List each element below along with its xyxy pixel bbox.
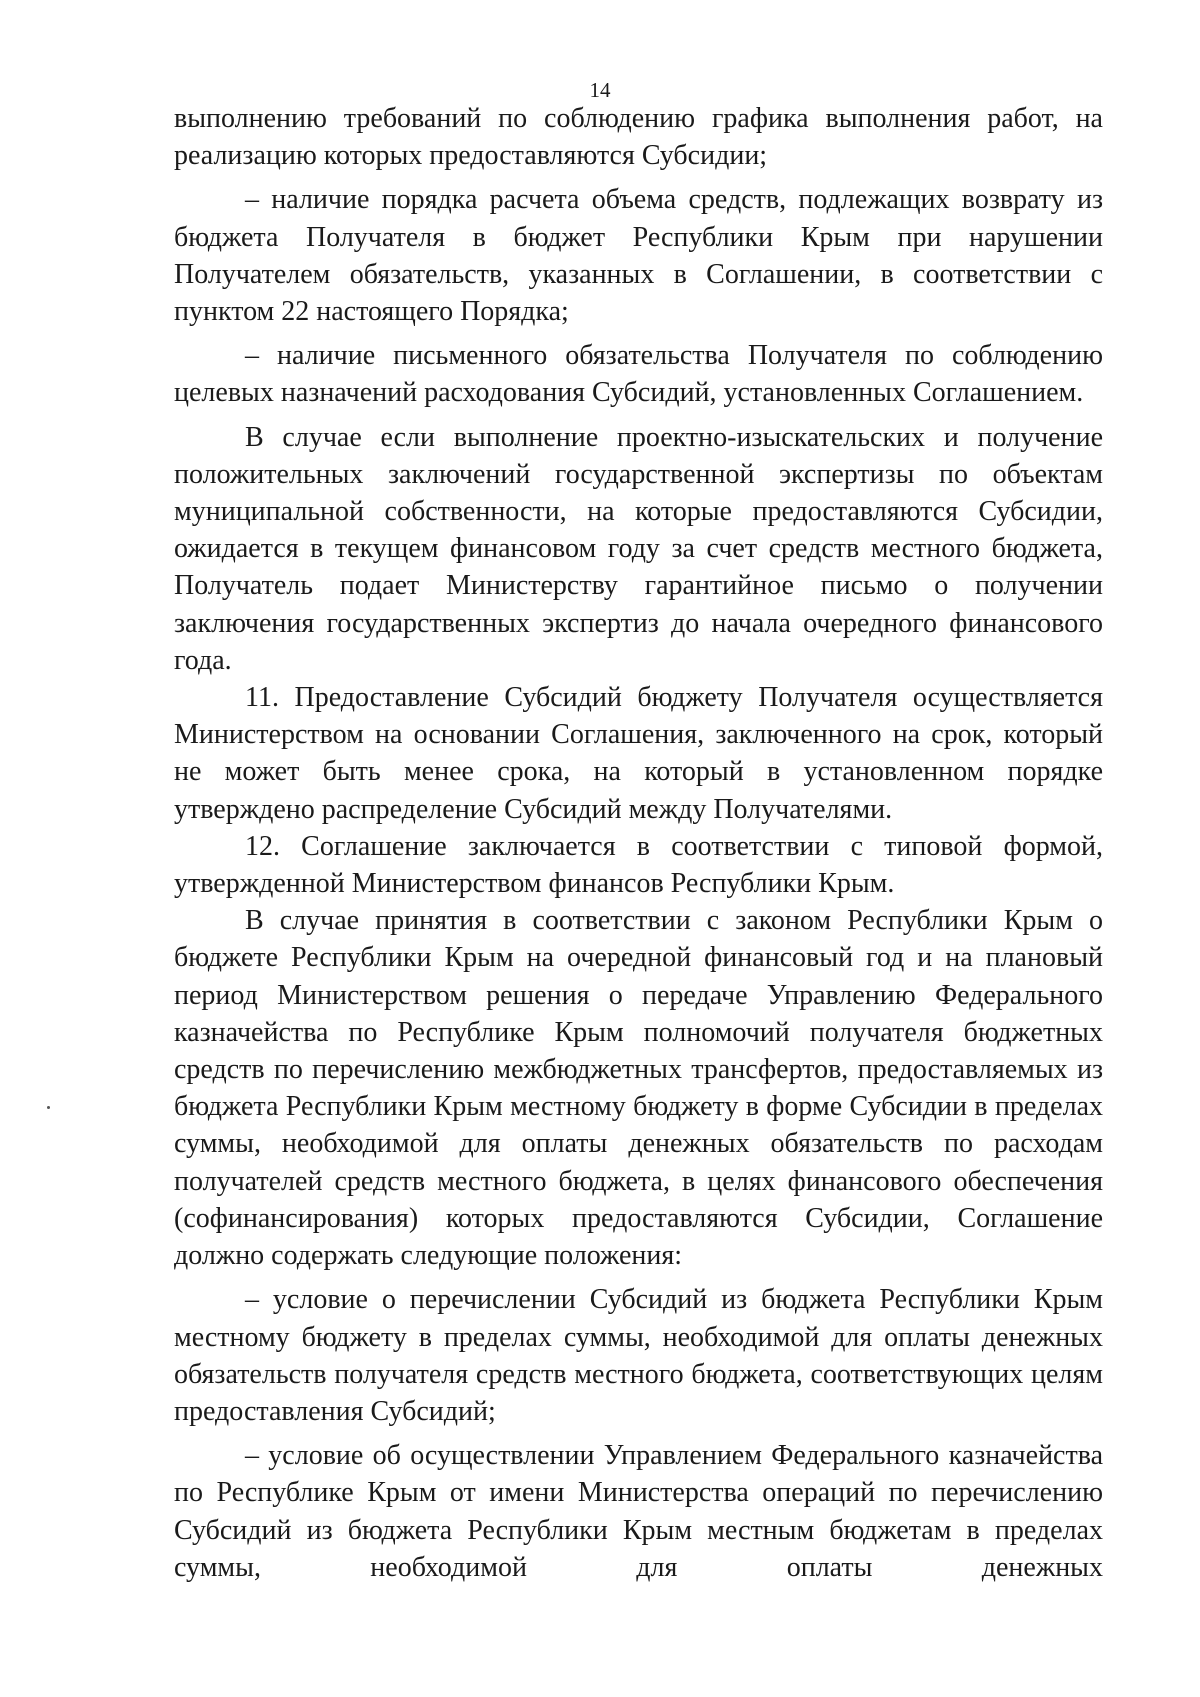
- list-item: – условие об осуществлении Управлением Федерального казначейства по Республике Крым от имени Министерства операций по перечислению Субсидий из бюджета Республики Крым местным бюджетам в пределах суммы, необходимой для оплаты денежных: [174, 1440, 1103, 1583]
- list-item: – наличие письменного обязательства Получателя по соблюдению целевых назначений расходования Субсидий, установленных Соглашением.: [174, 340, 1103, 409]
- paragraph: 11. Предоставление Субсидий бюджету Получателя осуществляется Министерством на основании Соглашения, заключенного на срок, который не может быть менее срока, на который в установленном порядке утверждено распределение Субсидий между Получателями.: [174, 682, 1103, 825]
- list-item: – наличие порядка расчета объема средств, подлежащих возврату из бюджета Получателя в бюджет Республики Крым при нарушении Получателем обязательств, указанных в Соглашении, в соответствии с пунктом 22 настоящего Порядка;: [174, 184, 1103, 328]
- paragraph: В случае принятия в соответствии с законом Республики Крым о бюджете Республики Крым на очередной финансовый год и на плановый период Министерством решения о передаче Управлению Федерального казначейства по Республике Крым полномочий получателя бюджетных средств по перечислению межбюджетных трансфертов, предоставляемых из бюджета Республики Крым местному бюджету в форме Субсидии в пределах суммы, необходимой для оплаты денежных обязательств по расходам получателей средств местного бюджета, в целях финансового обеспечения (софинансирования) которых предоставляются Субсидии, Соглашение должно содержать следующие положения:: [174, 905, 1103, 1272]
- page-number: 14: [589, 78, 611, 102]
- list-item: – условие о перечислении Субсидий из бюджета Республики Крым местному бюджету в пределах суммы, необходимой для оплаты денежных обязательств получателя средств местного бюджета, соответствующих целям предоставления Субсидий;: [174, 1284, 1103, 1427]
- paragraph: В случае если выполнение проектно-изыскательских и получение положительных заключений государственной экспертизы по объектам муниципальной собственности, на которые предоставляются Субсидии, ожидается в текущем финансовом году за счет средств местного бюджета, Получатель подает Министерству гарантийное письмо о получении заключения государственных экспертиз до начала очередного финансового года.: [174, 421, 1103, 676]
- document-body: [174, 100, 1103, 1586]
- paragraph: выполнению требований по соблюдению графика выполнения работ, на реализацию которых предоставляются Субсидии;: [174, 103, 1103, 172]
- paragraph: 12. Соглашение заключается в соответствии с типовой формой, утвержденной Министерством финансов Республики Крым.: [174, 830, 1103, 900]
- scan-speck: [47, 1106, 50, 1109]
